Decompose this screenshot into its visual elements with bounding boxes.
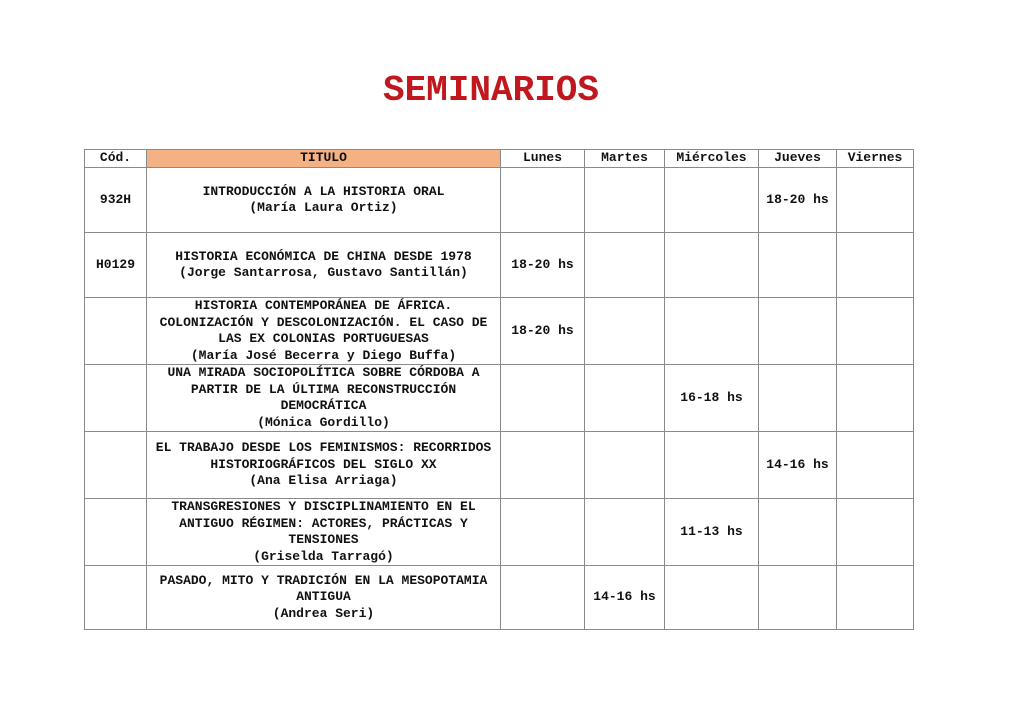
- header-title: TITULO: [147, 150, 501, 168]
- schedule-tuesday: [585, 233, 665, 298]
- table-row: [85, 566, 914, 630]
- course-cell: [147, 298, 501, 365]
- schedule-tuesday: [585, 365, 665, 432]
- course-cell: [147, 432, 501, 499]
- course-teacher: (Griselda Tarragó): [253, 548, 394, 564]
- course-title: HISTORIA ECONÓMICA DE CHINA DESDE 1978: [175, 248, 472, 264]
- course-teacher: (María Laura Ortiz): [249, 200, 398, 215]
- schedule-friday: [837, 365, 914, 432]
- course-title: TRANSGRESIONES Y DISCIPLINAMIENTO EN EL ANTIGUO RÉGIMEN: ACTORES, PRÁCTICAS Y TENSIONES: [171, 499, 476, 547]
- schedule-friday: [837, 233, 914, 298]
- page-title: SEMINARIOS: [382, 70, 600, 111]
- schedule-tuesday: [585, 499, 665, 566]
- header-thursday: Jueves: [759, 150, 837, 168]
- header-monday: Lunes: [501, 150, 585, 168]
- schedule-monday: [501, 566, 585, 630]
- header-friday: Viernes: [837, 150, 914, 168]
- table-row: [85, 432, 914, 499]
- course-teacher: (Ana Elisa Arriaga): [249, 473, 398, 489]
- course-cell: [147, 499, 501, 566]
- course-cell: [147, 566, 501, 630]
- schedule-tuesday: [585, 432, 665, 499]
- course-teacher: (Mónica Gordillo): [257, 414, 390, 430]
- schedule-monday: [501, 432, 585, 499]
- schedule-wednesday: [665, 168, 759, 233]
- course-code: [85, 298, 147, 365]
- schedule-thursday: 14-16 hs: [759, 432, 837, 499]
- schedule-friday: [837, 566, 914, 630]
- schedule-wednesday: 16-18 hs: [665, 365, 759, 432]
- table-row: [85, 365, 914, 432]
- schedule-monday: [501, 365, 585, 432]
- course-title: EL TRABAJO DESDE LOS FEMINISMOS: RECORRIDOS HISTORIOGRÁFICOS DEL SIGLO XX: [155, 440, 492, 472]
- table-row: [85, 499, 914, 566]
- schedule-thursday: [759, 566, 837, 630]
- schedule-friday: [837, 432, 914, 499]
- schedule-friday: [837, 499, 914, 566]
- course-code: [85, 566, 147, 630]
- course-title: UNA MIRADA SOCIOPOLÍTICA SOBRE CÓRDOBA A PARTIR DE LA ÚLTIMA RECONSTRUCCIÓN DEMOCRÁTICA: [167, 365, 480, 413]
- schedule-wednesday: [665, 566, 759, 630]
- course-teacher: (María José Becerra y Diego Buffa): [190, 347, 457, 363]
- schedule-monday: [501, 499, 585, 566]
- table-row: [85, 298, 914, 365]
- schedule-thursday: [759, 499, 837, 566]
- course-title: HISTORIA CONTEMPORÁNEA DE ÁFRICA. COLONIZACIÓN Y DESCOLONIZACIÓN. EL CASO DE LAS EX COLONIAS PORTUGUESAS: [159, 298, 488, 346]
- table-row: [85, 168, 914, 233]
- header-row: [85, 150, 914, 168]
- course-code: [85, 365, 147, 432]
- course-cell: [147, 233, 501, 298]
- schedule-tuesday: [585, 298, 665, 365]
- schedule-wednesday: [665, 233, 759, 298]
- course-cell: [147, 365, 501, 432]
- course-teacher: (Andrea Seri): [272, 605, 375, 621]
- course-teacher: (Jorge Santarrosa, Gustavo Santillán): [179, 265, 468, 280]
- seminars-table: [84, 149, 914, 630]
- schedule-tuesday: 14-16 hs: [585, 566, 665, 630]
- header-tuesday: Martes: [585, 150, 665, 168]
- header-code: Cód.: [85, 150, 147, 168]
- course-code: [85, 432, 147, 499]
- schedule-wednesday: 11-13 hs: [665, 499, 759, 566]
- schedule-thursday: [759, 298, 837, 365]
- schedule-thursday: 18-20 hs: [759, 168, 837, 233]
- schedule-thursday: [759, 365, 837, 432]
- schedule-wednesday: [665, 298, 759, 365]
- course-title: PASADO, MITO Y TRADICIÓN EN LA MESOPOTAMIA ANTIGUA: [159, 572, 488, 605]
- course-code: H0129: [85, 233, 147, 298]
- schedule-monday: [501, 168, 585, 233]
- schedule-monday: 18-20 hs: [501, 233, 585, 298]
- schedule-wednesday: [665, 432, 759, 499]
- schedule-friday: [837, 298, 914, 365]
- header-wednesday: Miércoles: [665, 150, 759, 168]
- schedule-friday: [837, 168, 914, 233]
- schedule-monday: 18-20 hs: [501, 298, 585, 365]
- course-title: INTRODUCCIÓN A LA HISTORIA ORAL: [202, 183, 445, 199]
- table-row: [85, 233, 914, 298]
- schedule-tuesday: [585, 168, 665, 233]
- course-code: 932H: [85, 168, 147, 233]
- course-cell: [147, 168, 501, 233]
- course-code: [85, 499, 147, 566]
- schedule-thursday: [759, 233, 837, 298]
